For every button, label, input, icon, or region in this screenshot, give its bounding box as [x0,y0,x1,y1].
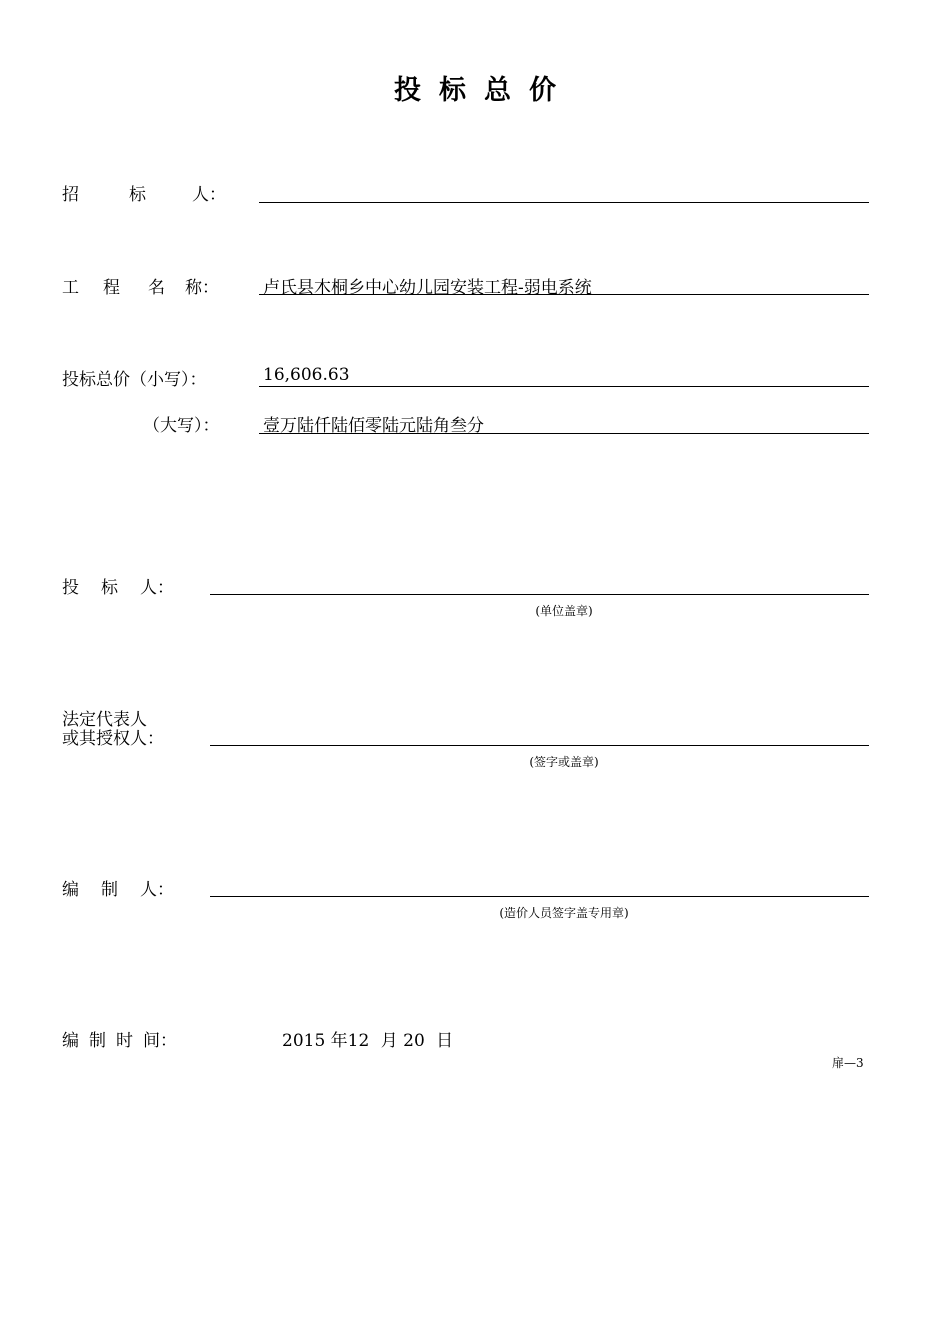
bidder-seal-note: (单位盖章) [535,604,593,618]
bidder-underline [210,594,869,595]
total-price-big-value: 壹万陆仟陆佰零陆元陆角叁分 [263,416,484,436]
compile-day: 20 [403,1031,425,1051]
total-price-small-value: 16,606.63 [263,365,350,385]
compile-year: 2015 [282,1031,326,1051]
total-price-big-label: （大写）： [143,416,220,436]
project-name-underline [259,294,869,295]
legal-rep-sign-note: (签字或盖章) [529,755,599,769]
compile-year-unit: 年 [330,1031,348,1051]
compile-month: 12 [347,1031,370,1051]
bidder-label: 投 标 人： [62,578,174,598]
project-name-value: 卢氏县木桐乡中心幼儿园安装工程-弱电系统 [263,278,592,298]
compile-month-unit: 月 [380,1031,398,1051]
total-price-small-underline [259,386,869,387]
compiler-underline [210,896,869,897]
total-price-big-underline [259,433,869,434]
tenderee-underline [259,202,869,203]
legal-rep-label-line2: 或其授权人： [62,729,164,749]
compile-date [282,1026,453,1051]
legal-rep-label-line1: 法定代表人 [62,710,147,730]
project-name-label: 工 程 名 称： [62,278,219,298]
legal-rep-underline [210,745,869,746]
page-mark: 扉—3 [832,1056,864,1070]
compile-time-label: 编 制 时 间： [62,1031,177,1051]
page-title: 投 标 总 价 [394,75,556,106]
total-price-small-label: 投标总价（小写）： [62,370,207,390]
compiler-label: 编 制 人： [62,880,174,900]
compile-day-unit: 日 [436,1031,454,1051]
compiler-stamp-note: (造价人员签字盖专用章) [499,906,629,920]
tenderee-label: 招 标 人： [62,185,226,205]
